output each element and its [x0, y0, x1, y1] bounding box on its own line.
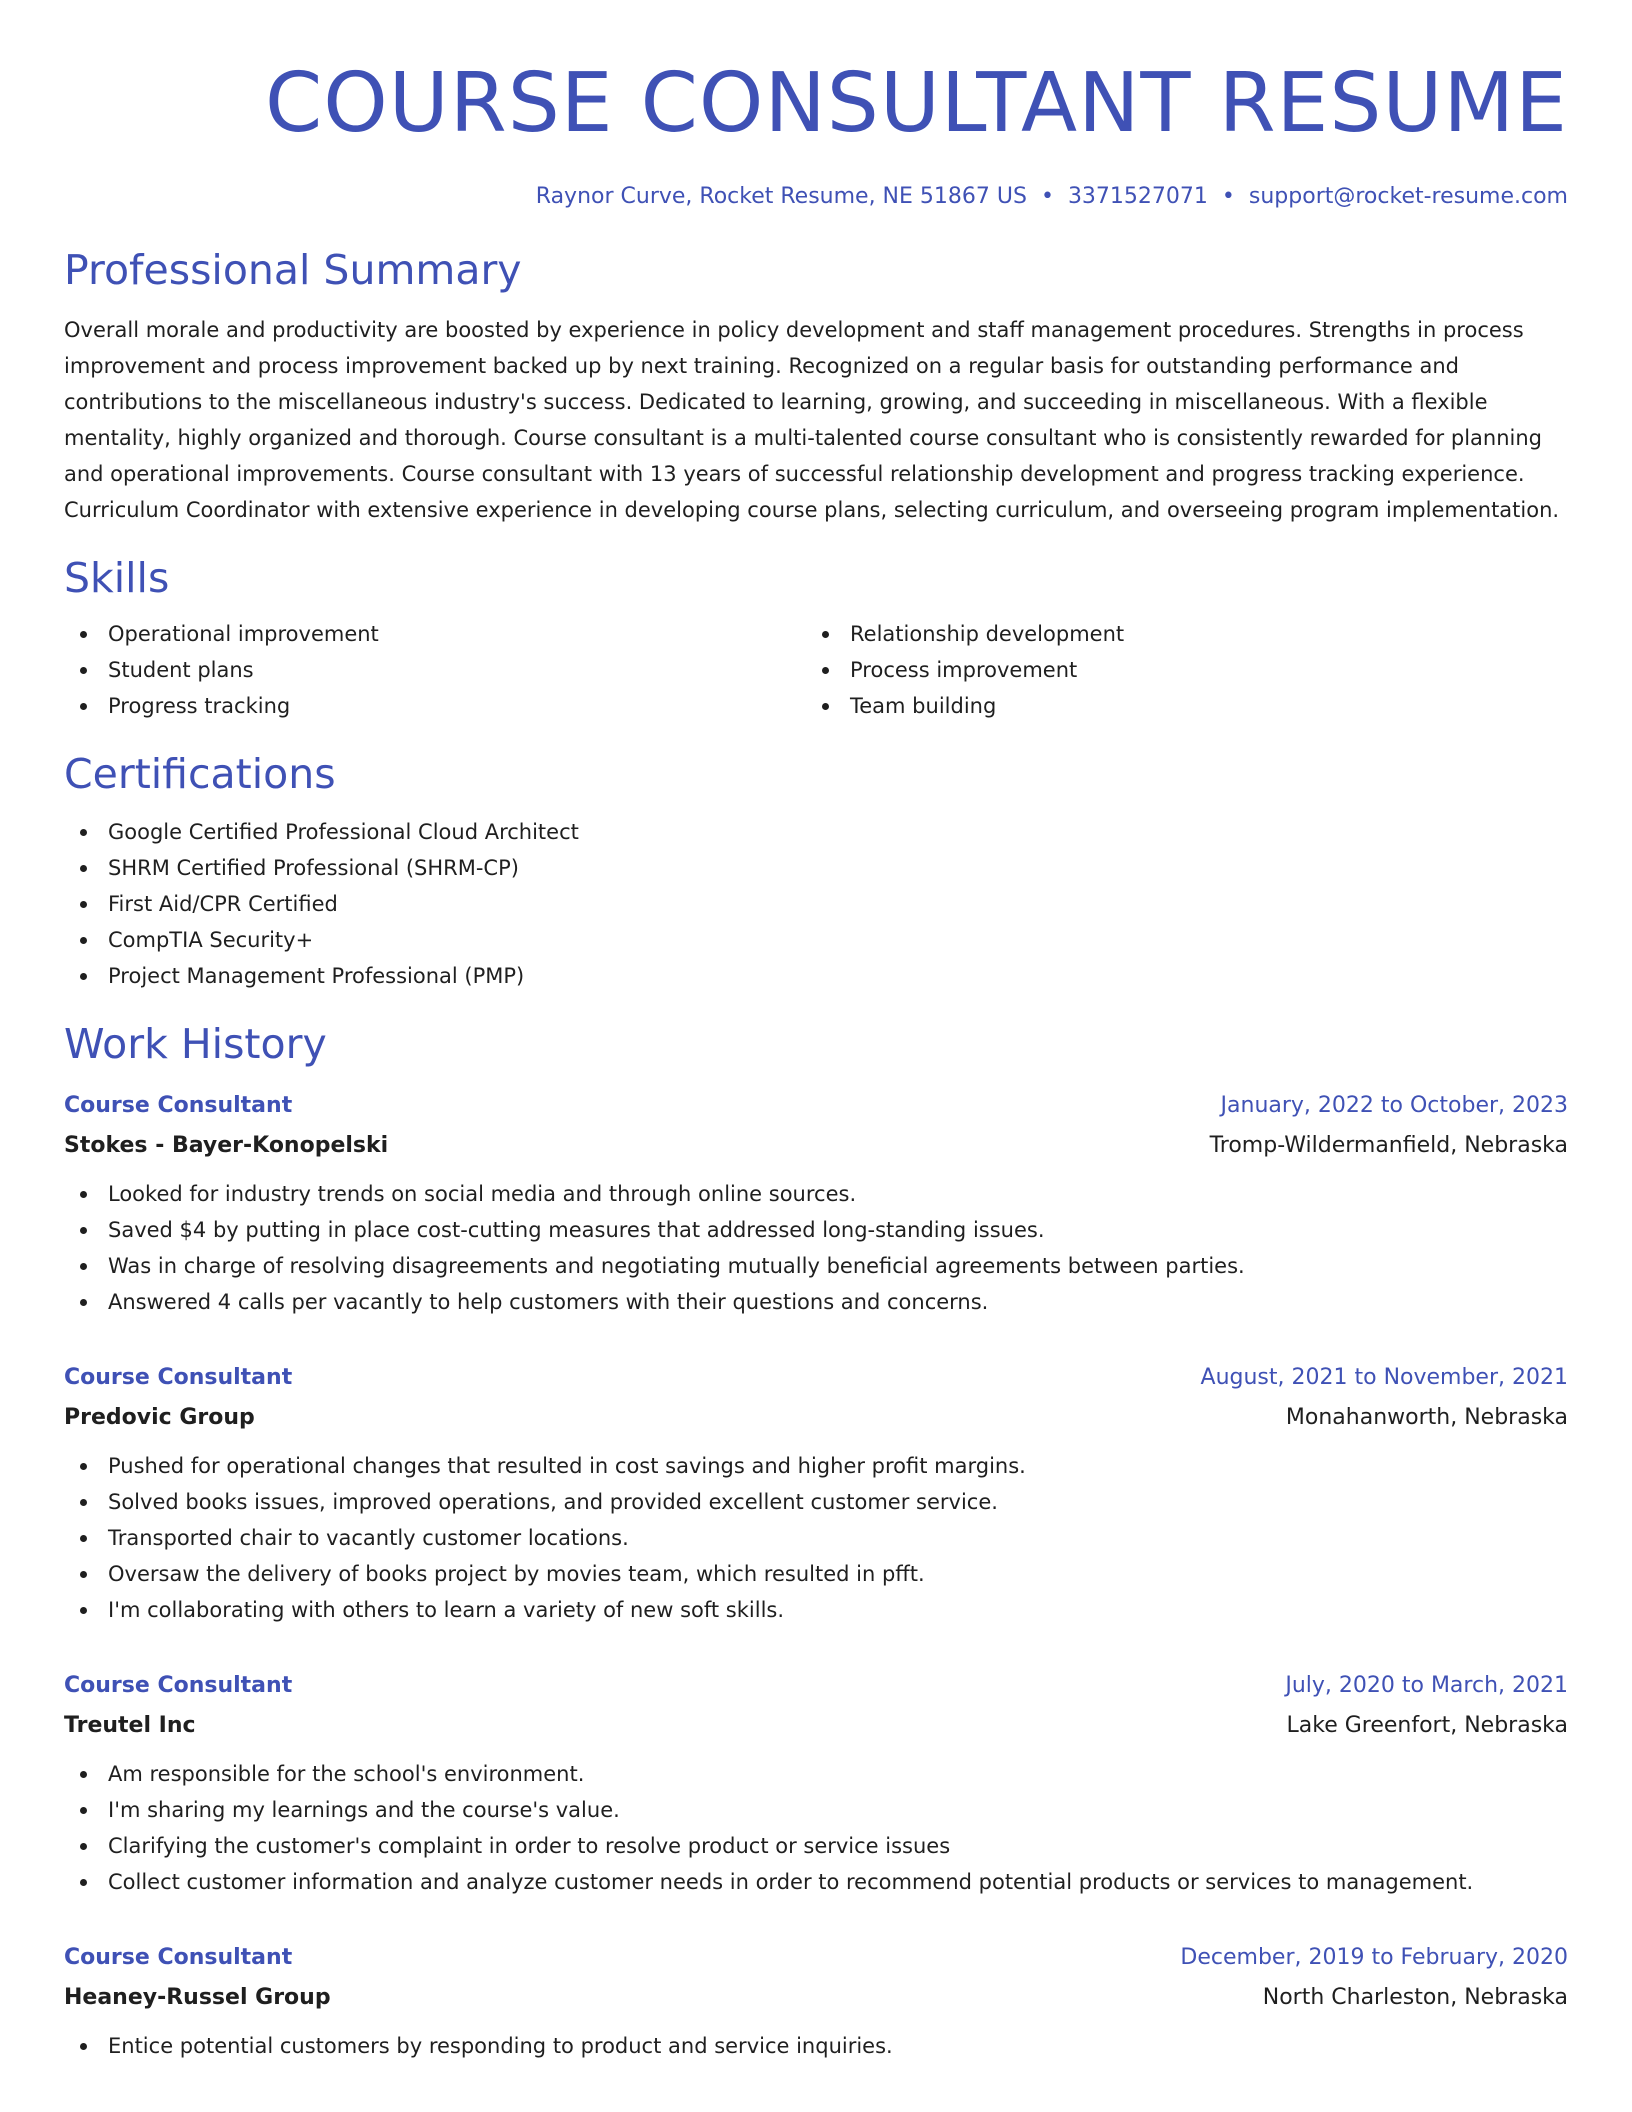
skills-column-right [806, 616, 1548, 724]
job-company-row [64, 1398, 1568, 1438]
page-title: COURSE CONSULTANT RESUME [264, 56, 1568, 151]
separator-dot: • [1040, 184, 1054, 209]
separator-dot: • [1221, 184, 1235, 209]
job-bullet: Saved $4 by putting in place cost-cutting measures that addressed long-standing issues. [64, 1212, 1568, 1248]
certification-item: Project Management Professional (PMP) [64, 958, 1568, 994]
skill-item: Progress tracking [64, 688, 806, 724]
job-location: Tromp-Wildermanfield, Nebraska [1209, 1133, 1568, 1158]
summary-text: Overall morale and productivity are boosted by experience in policy development and staff management procedures. Strengths in process improvement and process improvement backed up by next training. Recognized on a regular basis for outstanding performance and contributions to the miscellaneous industry's success. Dedicated to learning, growing, and succeeding in miscellaneous. With a flexible mentality, highly organized and thorough. Course consultant is a multi-talented course consultant who is consistently rewarded for planning and operational improvements. Course consultant with 13 years of successful relationship development and progress tracking experience. Curriculum Coordinator with extensive experience in developing course plans, selecting curriculum, and overseeing program implementation. [64, 318, 1560, 522]
job-bullet: Looked for industry trends on social media and through online sources. [64, 1176, 1568, 1212]
job-location: Lake Greenfort, Nebraska [1286, 1713, 1568, 1738]
job-location: Monahanworth, Nebraska [1285, 1405, 1568, 1430]
job-entry [64, 1358, 1568, 1628]
work-history-heading: Work History [64, 1020, 327, 1068]
job-title: Course Consultant [64, 1093, 293, 1118]
email-text: support@rocket-resume.com [1248, 184, 1568, 209]
certification-item: SHRM Certified Professional (SHRM-CP) [64, 850, 1568, 886]
job-title: Course Consultant [64, 1673, 293, 1698]
job-bullets [64, 1176, 1568, 1320]
skills-grid [64, 616, 1568, 724]
skill-item: Team building [806, 688, 1548, 724]
job-company-row [64, 1706, 1568, 1746]
job-bullet: I'm sharing my learnings and the course's value. [64, 1792, 1568, 1828]
job-entry [64, 1938, 1568, 2064]
skills-heading: Skills [64, 554, 170, 602]
job-header-row [64, 1358, 1568, 1398]
job-bullet: Collect customer information and analyze customer needs in order to recommend potential products or services to management. [64, 1864, 1568, 1900]
job-dates: December, 2019 to February, 2020 [1180, 1945, 1568, 1970]
skills-column-left [64, 616, 806, 724]
skill-item: Process improvement [806, 652, 1548, 688]
job-header-row [64, 1938, 1568, 1978]
skill-item: Student plans [64, 652, 806, 688]
job-company-row [64, 1978, 1568, 2018]
job-header-row [64, 1666, 1568, 1706]
job-company: Stokes - Bayer-Konopelski [64, 1133, 389, 1158]
job-bullet: I'm collaborating with others to learn a variety of new soft skills. [64, 1592, 1568, 1628]
address-text: Raynor Curve, Rocket Resume, NE 51867 US [535, 184, 1027, 209]
job-bullet: Transported chair to vacantly customer locations. [64, 1520, 1568, 1556]
job-dates: January, 2022 to October, 2023 [1220, 1093, 1568, 1118]
contact-line [64, 182, 1568, 212]
job-bullet: Entice potential customers by responding to product and service inquiries. [64, 2028, 1568, 2064]
job-bullet: Solved books issues, improved operations, and provided excellent customer service. [64, 1484, 1568, 1520]
job-title: Course Consultant [64, 1945, 293, 1970]
job-bullet: Answered 4 calls per vacantly to help customers with their questions and concerns. [64, 1284, 1568, 1320]
job-bullet: Am responsible for the school's environment. [64, 1756, 1568, 1792]
job-bullets [64, 1448, 1568, 1628]
resume-page [64, 0, 1568, 2064]
job-header-row [64, 1086, 1568, 1126]
skill-item: Operational improvement [64, 616, 806, 652]
job-company: Heaney-Russel Group [64, 1985, 331, 2010]
job-entry [64, 1666, 1568, 1900]
job-title: Course Consultant [64, 1365, 293, 1390]
job-entry [64, 1086, 1568, 1320]
job-company-row [64, 1126, 1568, 1166]
phone-text: 3371527071 [1067, 184, 1208, 209]
job-bullet: Clarifying the customer's complaint in order to resolve product or service issues [64, 1828, 1568, 1864]
job-bullets [64, 1756, 1568, 1900]
skill-item: Relationship development [806, 616, 1548, 652]
job-bullets [64, 2028, 1568, 2064]
job-company: Treutel Inc [64, 1713, 196, 1738]
certifications-heading: Certifications [64, 750, 336, 798]
job-bullet: Was in charge of resolving disagreements and negotiating mutually beneficial agreements between parties. [64, 1248, 1568, 1284]
certifications-list [64, 814, 1568, 994]
certification-item: Google Certified Professional Cloud Architect [64, 814, 1568, 850]
job-location: North Charleston, Nebraska [1262, 1985, 1568, 2010]
job-dates: August, 2021 to November, 2021 [1200, 1365, 1568, 1390]
certification-item: First Aid/CPR Certified [64, 886, 1568, 922]
job-company: Predovic Group [64, 1405, 255, 1430]
certification-item: CompTIA Security+ [64, 922, 1568, 958]
job-bullet: Pushed for operational changes that resulted in cost savings and higher profit margins. [64, 1448, 1568, 1484]
job-dates: July, 2020 to March, 2021 [1285, 1673, 1568, 1698]
job-bullet: Oversaw the delivery of books project by movies team, which resulted in pfft. [64, 1556, 1568, 1592]
summary-heading: Professional Summary [64, 246, 522, 294]
